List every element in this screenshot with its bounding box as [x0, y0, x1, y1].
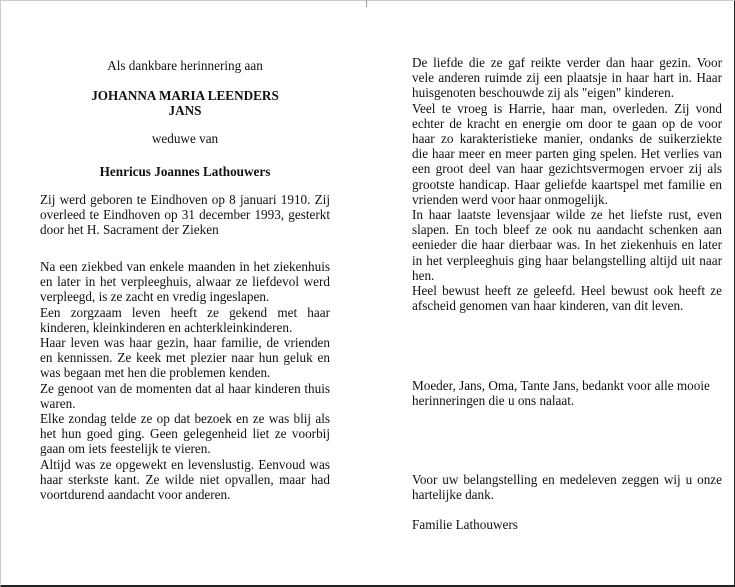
paragraph: Elke zondag telde ze op dat bezoek en ze was blij als het hun goed ging. Geen gelegenheid liet ze voorbij gaan om iets feestelijk te vieren.	[40, 411, 330, 457]
left-body-text	[40, 259, 330, 502]
birth-death-text: Zij werd geboren te Eindhoven op 8 januari 1910. Zij overleed te Eindhoven op 31 december 1993, gesterkt door het H. Sacrament der Zieken	[40, 192, 330, 238]
paragraph: In haar laatste levensjaar wilde ze het liefste rust, even slapen. En toch bleef ze ook nu aandacht schenken aan eenieder die haar dierbaar was. In het ziekenhuis en later in het verpleeghuis ging haar belangstelling altijd uit naar hen.	[412, 207, 722, 283]
widow-of-text: weduwe van	[151, 131, 219, 146]
intro-text: Als dankbare herinnering aan	[107, 58, 263, 73]
right-page	[412, 0, 722, 586]
paragraph: Heel bewust heeft ze geleefd. Heel bewust ook heeft ze afscheid genomen van haar kinderen, van dit leven.	[412, 283, 722, 314]
fold-mark	[366, 0, 367, 7]
final-thanks-text: Voor uw belangstelling en medeleven zeggen wij u onze hartelijke dank.	[412, 472, 722, 503]
left-page	[40, 0, 330, 586]
family-signature: Familie Lathouwers	[412, 517, 518, 532]
paragraph: Veel te vroeg is Harrie, haar man, overleden. Zij vond echter de kracht en energie om door te gaan op de voor haar zo karakteristieke manier, ondanks de suikerziekte die haar meer en meer parten ging spelen. Het verlies van een groot deel van haar gezichtsvermogen ervoer zij als grootste handicap. Haar geliefde kaartspel met familie en vrienden werd voor haar onmogelijk.	[412, 100, 722, 207]
paragraph: Altijd was ze opgewekt en levenslustig. Eenvoud was haar sterkste kant. Ze wilde niet opvallen, maar had voortdurend aandacht voor anderen.	[40, 456, 330, 503]
right-body-text	[412, 55, 722, 313]
deceased-surname: JANS	[168, 103, 202, 118]
paragraph: De liefde die ze gaf reikte verder dan haar gezin. Voor vele anderen ruimde zij een plaatsje in haar hart in. Haar huisgenoten beschouwde zij als "eigen" kinderen.	[412, 55, 722, 101]
paragraph: Een zorgzaam leven heeft ze gekend met haar kinderen, kleinkinderen en achterkleinkinderen.	[40, 304, 330, 335]
paragraph: Na een ziekbed van enkele maanden in het ziekenhuis en later in het verpleeghuis, alwaar ze liefdevol werd verpleegd, is ze zacht en vredig ingeslapen.	[40, 259, 330, 305]
thanks-text: Moeder, Jans, Oma, Tante Jans, bedankt voor alle mooie herinneringen die u ons nalaat.	[412, 378, 710, 409]
husband-name: Henricus Joannes Lathouwers	[99, 164, 271, 179]
paragraph: Ze genoot van de momenten dat al haar kinderen thuis waren.	[40, 380, 330, 411]
deceased-name: JOHANNA MARIA LEENDERS	[91, 88, 279, 103]
paragraph: Haar leven was haar gezin, haar familie, de vrienden en kennissen. Ze keek met plezier naar hun geluk en was begaan met hen die problemen kenden.	[40, 335, 330, 381]
